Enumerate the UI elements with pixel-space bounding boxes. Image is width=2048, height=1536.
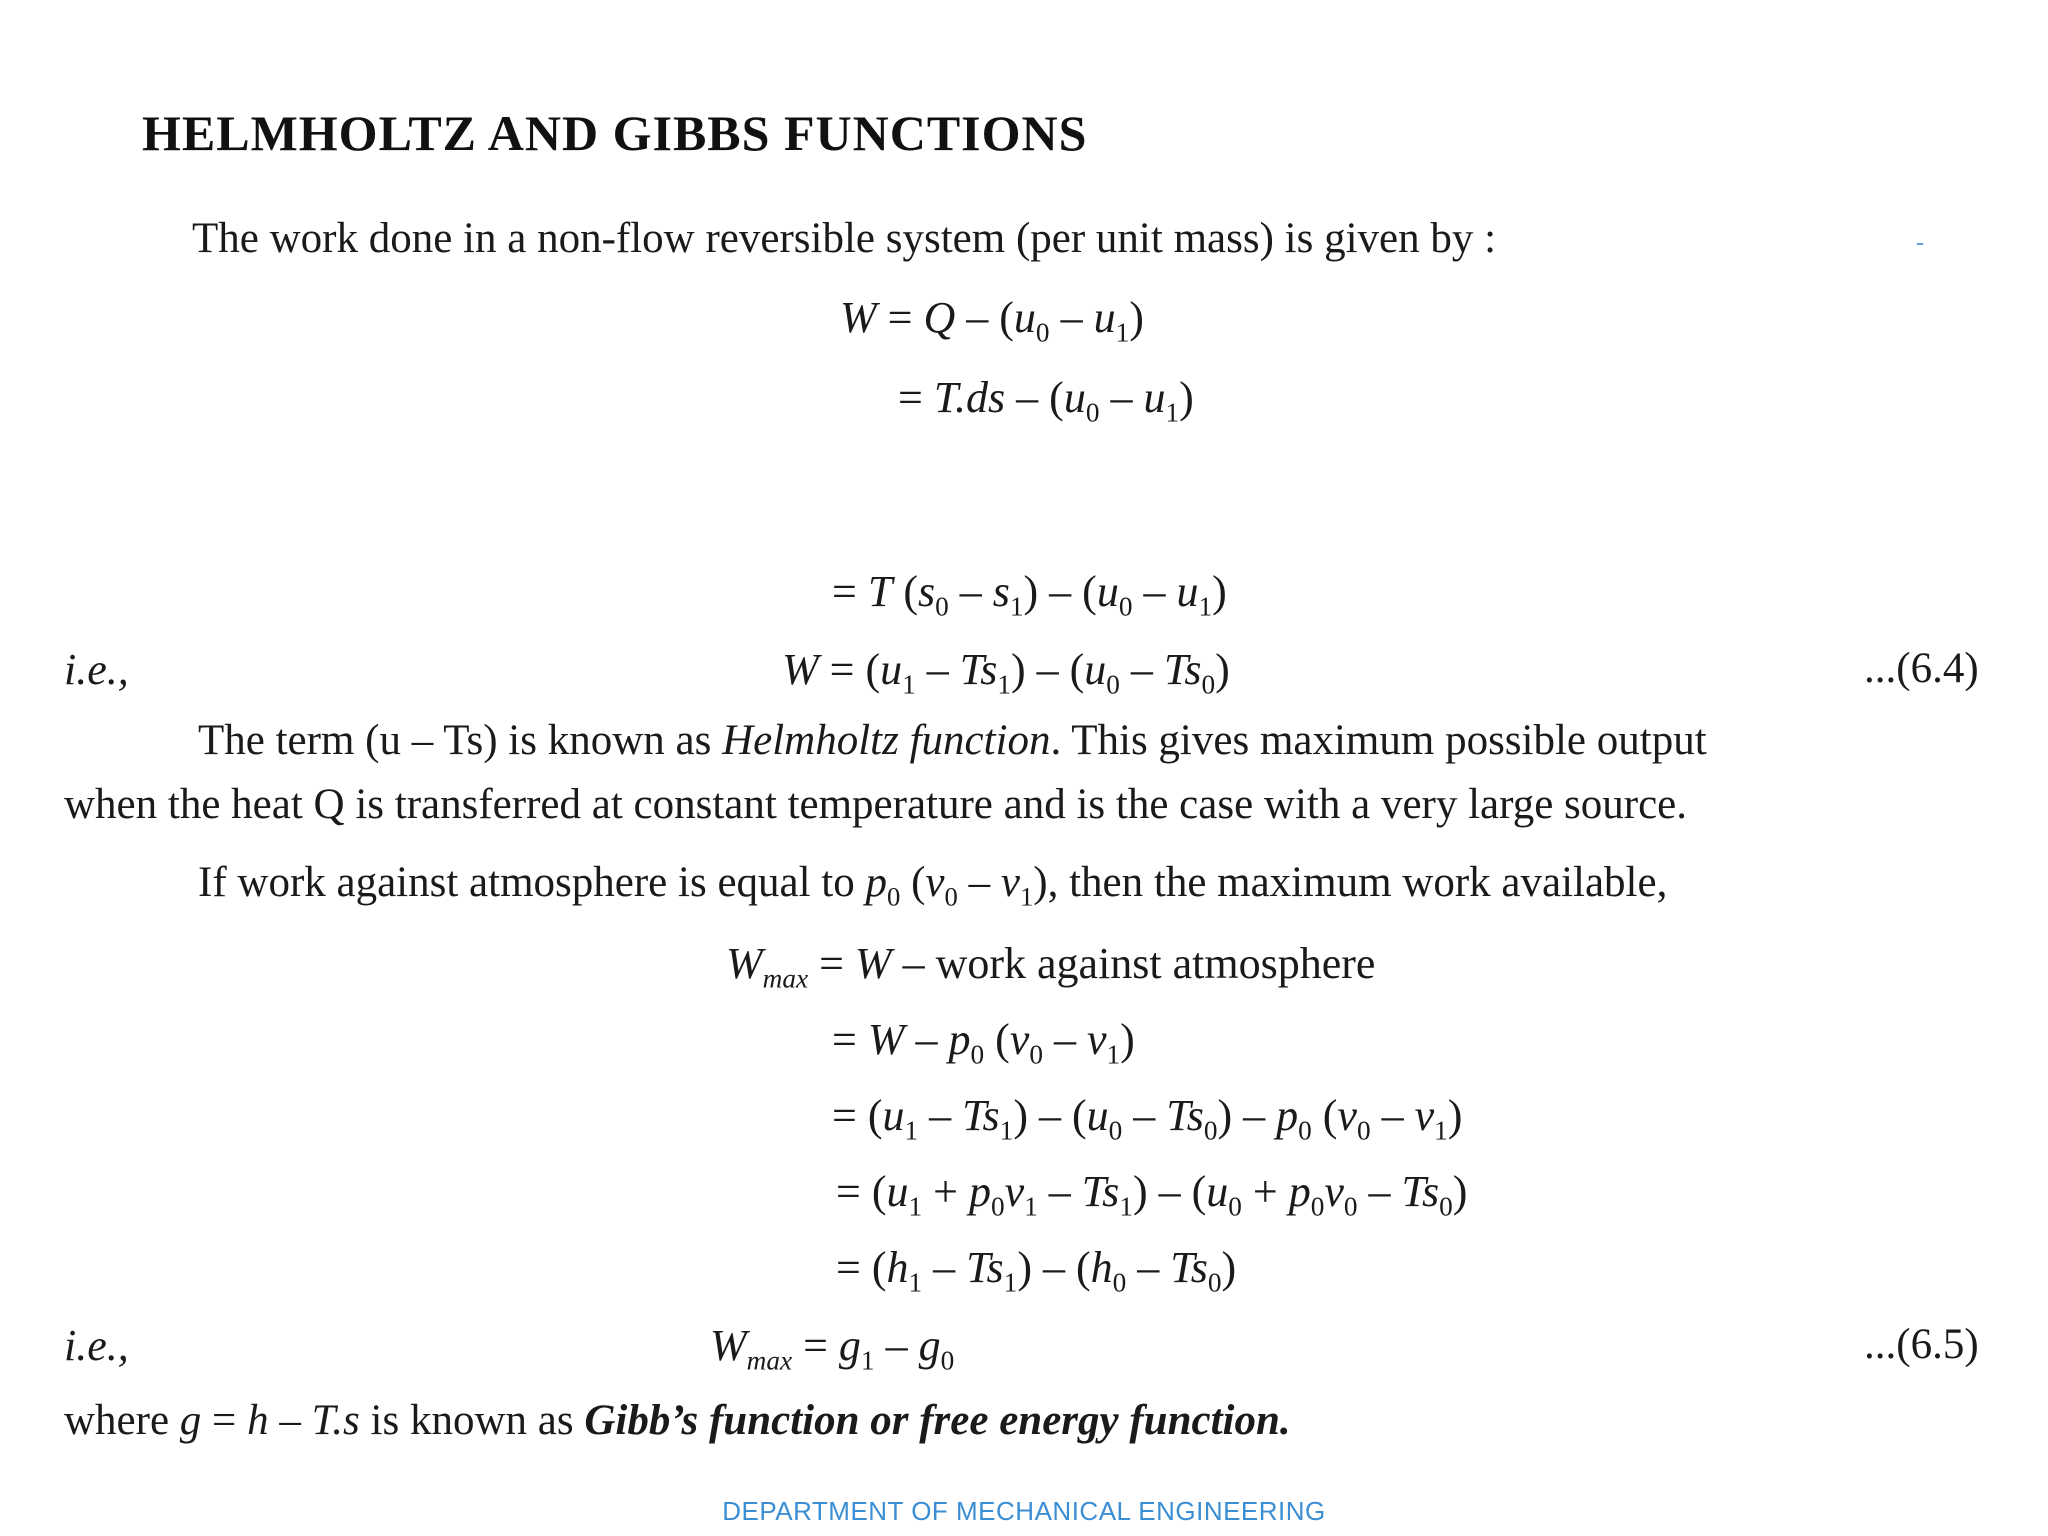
wmax-line-2: = W – $p_0$ $(v_0 - v_1)$ <box>832 1015 1135 1070</box>
intro-text: The work done in a non-flow reversible system (per unit mass) is given by : <box>192 215 1497 262</box>
helmholtz-line-1: The term (u – Ts) is known as Helmholtz function. This gives maximum possible output <box>198 717 1707 764</box>
stray-mark: - <box>1916 230 1924 256</box>
equation-1: $W = Q - (u_0 - u_1)$ <box>840 293 1144 348</box>
wmax-line-1: $W_{max} = W$ – work against atmosphere <box>726 939 1376 994</box>
footer-department: DEPARTMENT OF MECHANICAL ENGINEERING <box>722 1496 1326 1526</box>
ie-label-2: i.e., <box>64 1321 129 1370</box>
equation-3: = T $(s_0 - s_1) - (u_0 - u_1)$ <box>832 567 1227 622</box>
wmax-line-3: = $(u_1 - Ts_1) - (u_0 - Ts_0) - p_0$ $(v_0 - v_1)$ <box>832 1091 1463 1146</box>
page-title: HELMHOLTZ AND GIBBS FUNCTIONS <box>142 105 1088 161</box>
helmholtz-line-2: when the heat Q is transferred at constant temperature and is the case with a very large source. <box>64 781 1687 828</box>
equation-6-5: $W_{max} = g_1 - g_0$ <box>710 1321 955 1376</box>
equation-2: = $T.ds - (u_0 - u_1)$ <box>898 373 1194 428</box>
atmosphere-line: If work against atmosphere is equal to $p_0$ $(v_0 - v_1)$, then the maximum work available, <box>198 859 1668 912</box>
wmax-line-4: = $(u_1 + p_0v_1 - Ts_1) - (u_0 + p_0v_0 - Ts_0)$ <box>836 1167 1468 1222</box>
equation-tag-6-4: ...(6.4) <box>1864 645 1979 692</box>
ie-label-1: i.e., <box>64 645 129 694</box>
equation-6-4: $W = (u_1 - Ts_1) - (u_0 - Ts_0)$ <box>782 645 1230 700</box>
gibbs-line: where g = h – T.s is known as Gibb’s function or free energy function. <box>64 1397 1291 1444</box>
wmax-line-5: = $(h_1 - Ts_1) - (h_0 - Ts_0)$ <box>836 1243 1237 1298</box>
equation-tag-6-5: ...(6.5) <box>1864 1321 1979 1368</box>
